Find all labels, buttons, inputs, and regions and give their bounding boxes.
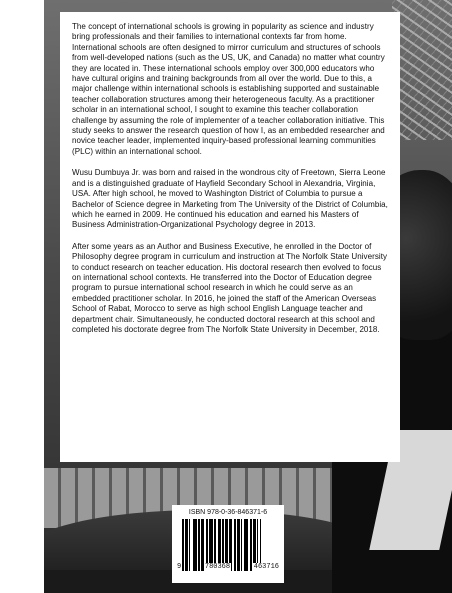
text-panel <box>60 12 400 462</box>
isbn-label: ISBN 978-0-36-846371-6 <box>188 509 268 516</box>
barcode-digit-group-1: 780368 <box>204 563 231 571</box>
barcode-digit-group-2: 463716 <box>253 563 279 571</box>
isbn-barcode <box>172 505 284 583</box>
abstract-paragraph: The concept of international schools is growing in popularity as science and industry bring professionals and their families to international contexts far from home. International schools are often designed to mirror curriculum and structures of schools from well-developed nations (such as the US, UK, and Canada) no matter what country they are located in. These international schools employ over 300,000 educators who have cultural origins and training backgrounds from all over the world. Due to this, a major challenge within international schools is establishing supported and sustainable teacher collaboration structures among their heterogeneous faculty. As a practitioner scholar in an international school, I sought to examine this teacher collaboration challenge by assuming the role of implementer of a teacher collaboration initiative. This study seeks to answer the research question of how I, as an embedded researcher and novice teacher leader, implemented inquiry-based professional learning communities (PLC) within an international school. <box>72 22 385 156</box>
bio-paragraph-1: Wusu Dumbuya Jr. was born and raised in the wondrous city of Freetown, Sierra Leone and is a distinguished graduate of Hayfield Secondary School in Alexandria, Virginia, USA. After high school, he moved to Washington District of Columbia to pursue a Bachelor of Science degree in Marketing from The University of the District of Columbia, which he earned in 2009. He continued his education and earned his Masters of Business Administration-Organizational Psychology degree in 2013. <box>72 168 388 230</box>
barcode-digit-lead: 9 <box>177 563 182 571</box>
tree-branches <box>392 0 452 140</box>
bio-paragraph-2: After some years as an Author and Business Executive, he enrolled in the Doctor of Philosophy degree program in curriculum and instruction at The Norfolk State University to conduct research on teacher education. His doctoral research then evolved to focus on international school contexts. He transferred into the Doctor of Education degree program to pursue international school research in which he could serve as an embedded practitioner scholar. In 2016, he joined the staff of the American Overseas School of Rabat, Morocco to serve as high school English Language teacher and department chair. Simultaneously, he conducted doctoral research at this school and completed his doctorate degree from The Norfolk State University in December, 2018. <box>72 241 388 334</box>
